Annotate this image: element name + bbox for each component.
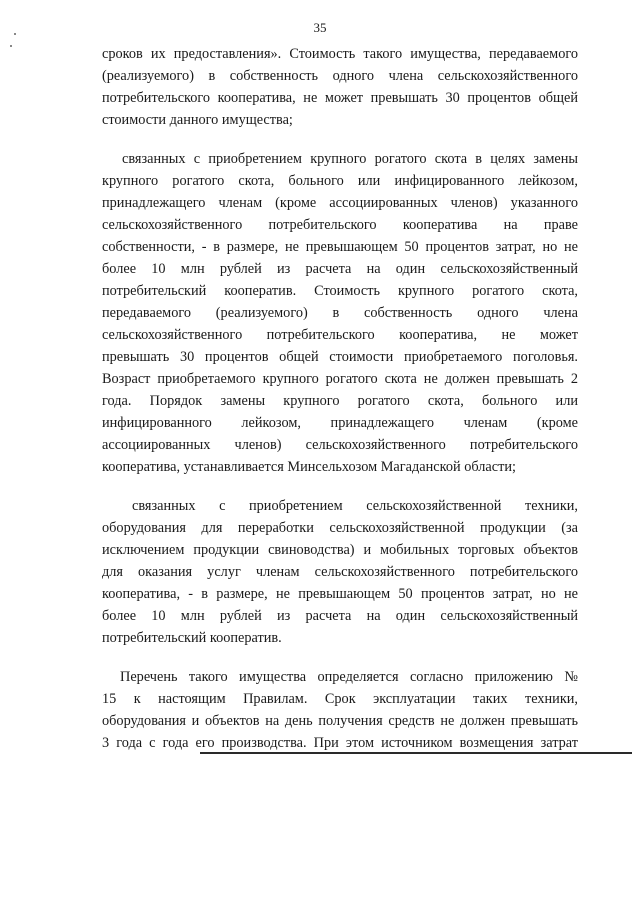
text-line: потребительский кооператив. Стоимость крупного рогатого скота, bbox=[102, 283, 578, 299]
text-line: инфицированного лейкозом, принадлежащего членам (кроме bbox=[102, 415, 578, 431]
paragraph-equipment-purchase bbox=[102, 495, 578, 649]
text-line: крупного рогатого скота, больного или инфицированного лейкозом, bbox=[102, 173, 578, 189]
text-line: сельскохозяйственного потребительского кооператива на праве bbox=[102, 217, 578, 233]
horizontal-rule bbox=[200, 752, 632, 754]
text-line: (реализуемого) в собственность одного члена сельскохозяйственного bbox=[102, 68, 578, 84]
text-line: кооператива, - в размере, не превышающем 50 процентов затрат, но не bbox=[102, 586, 578, 602]
paragraph-property-cost bbox=[102, 43, 578, 131]
text-line: сроков их предоставления». Стоимость такого имущества, передаваемого bbox=[102, 46, 578, 62]
text-line: более 10 млн рублей из расчета на один сельскохозяйственный bbox=[102, 608, 578, 624]
paragraph-property-list bbox=[102, 666, 578, 754]
body-text bbox=[102, 43, 578, 754]
text-line: оборудования и объектов на день получения средств не должен превышать bbox=[102, 713, 578, 729]
scan-speck bbox=[10, 45, 12, 47]
text-line: исключением продукции свиноводства) и мобильных торговых объектов bbox=[102, 542, 578, 558]
text-line: Перечень такого имущества определяется согласно приложению № bbox=[120, 669, 578, 685]
text-line: собственности, - в размере, не превышающем 50 процентов затрат, но не bbox=[102, 239, 578, 255]
paragraph-cattle-replacement bbox=[102, 148, 578, 478]
text-line: ассоциированных членов) сельскохозяйственного потребительского bbox=[102, 437, 578, 453]
text-line: для оказания услуг членам сельскохозяйственного потребительского bbox=[102, 564, 578, 580]
text-line: принадлежащего членам (кроме ассоциированных членов) указанного bbox=[102, 195, 578, 211]
text-line: сельскохозяйственного потребительского кооператива, не может bbox=[102, 327, 578, 343]
scan-speck bbox=[14, 33, 16, 35]
text-line: кооператива, устанавливается Минсельхозом Магаданской области; bbox=[102, 459, 516, 475]
text-line: Возраст приобретаемого крупного рогатого скота не должен превышать 2 bbox=[102, 371, 578, 387]
text-line: 15 к настоящим Правилам. Срок эксплуатации таких техники, bbox=[102, 691, 578, 707]
text-line: потребительский кооператив. bbox=[102, 630, 282, 646]
text-line: оборудования для переработки сельскохозяйственной продукции (за bbox=[102, 520, 578, 536]
text-line: стоимости данного имущества; bbox=[102, 112, 293, 128]
text-line: года. Порядок замены крупного рогатого скота, больного или bbox=[102, 393, 578, 409]
text-line: связанных с приобретением крупного рогатого скота в целях замены bbox=[122, 151, 578, 167]
text-line: превышать 30 процентов общей стоимости приобретаемого поголовья. bbox=[102, 349, 578, 365]
page-number: 35 bbox=[313, 20, 327, 35]
text-line: связанных с приобретением сельскохозяйственной техники, bbox=[132, 498, 578, 514]
text-line: 3 года с года его производства. При этом источником возмещения затрат bbox=[102, 735, 578, 751]
text-line: потребительского кооператива, не может превышать 30 процентов общей bbox=[102, 90, 578, 106]
text-line: передаваемого (реализуемого) в собственность одного члена bbox=[102, 305, 578, 321]
text-line: более 10 млн рублей из расчета на один сельскохозяйственный bbox=[102, 261, 578, 277]
